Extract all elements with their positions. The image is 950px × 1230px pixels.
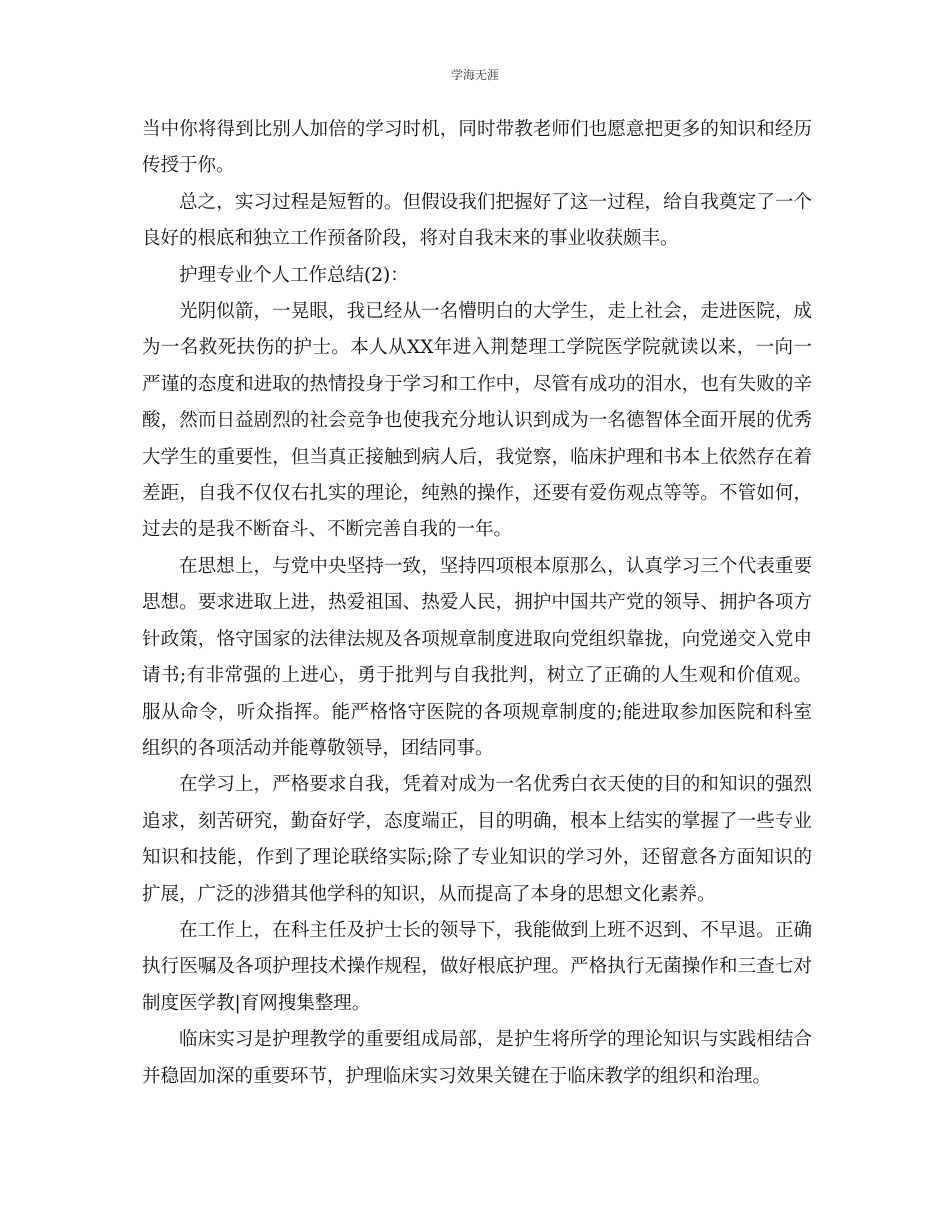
paragraph-1: 当中你将得到比别人加倍的学习时机，同时带教老师们也愿意把更多的知识和经历传授于你。 bbox=[142, 119, 812, 177]
document-body bbox=[142, 112, 812, 1095]
paragraph-3: 光阴似箭，一晃眼，我已经从一名懵明白的大学生，走上社会，走进医院，成为一名救死扶伤的护士。本人从XX年进入荆楚理工学院医学院就读以来，一向一严谨的态度和进取的热情投身于学习和工作中，尽管有成功的泪水，也有失败的辛酸，然而日益剧烈的社会竞争也使我充分地认识到成为一名德智体全面开展的优秀大学生的重要性，但当真正接触到病人后，我觉察，临床护理和书本上依然存在着差距，自我不仅仅右扎实的理论，纯熟的操作，还要有爱伤观点等等。不管如何，过去的是我不断奋斗、不断完善自我的一年。 bbox=[142, 301, 812, 541]
paragraph-5: 在学习上，严格要求自我，凭着对成为一名优秀白衣天使的目的和知识的强烈追求，刻苦研究，勤奋好学，态度端正，目的明确，根本上结实的掌握了一些专业知识和技能，作到了理论联络实际;除了专业知识的学习外，还留意各方面知识的扩展，广泛的涉猎其他学科的知识，从而提高了本身的思想文化素养。 bbox=[142, 774, 812, 905]
section-heading: 护理专业个人工作总结(2)： bbox=[179, 264, 409, 286]
page-header: 学海无涯 bbox=[450, 68, 499, 82]
paragraph-6: 在工作上，在科主任及护士长的领导下，我能做到上班不迟到、不早退。正确执行医嘱及各项护理技术操作规程，做好根底护理。严格执行无菌操作和三查七对制度医学教|育网搜集整理。 bbox=[142, 919, 812, 1014]
paragraph-4: 在思想上，与党中央坚持一致，坚持四项根本原那么，认真学习三个代表重要思想。要求进取上进，热爱祖国、热爱人民，拥护中国共产党的领导、拥护各项方针政策，恪守国家的法律法规及各项规章制度进取向党组织靠拢，向党递交入党申请书;有非常强的上进心，勇于批判与自我批判，树立了正确的人生观和价值观。服从命令，听众指挥。能严格恪守医院的各项规章制度的;能进取参加医院和科室组织的各项活动并能尊敬领导，团结同事。 bbox=[142, 555, 812, 759]
paragraph-2: 总之，实习过程是短暂的。但假设我们把握好了这一过程，给自我奠定了一个良好的根底和独立工作预备阶段，将对自我末来的事业收获颇丰。 bbox=[142, 191, 812, 250]
paragraph-7: 临床实习是护理教学的重要组成局部，是护生将所学的理论知识与实践相结合并稳固加深的重要环节，护理临床实习效果关键在于临床教学的组织和治理。 bbox=[142, 1029, 812, 1087]
